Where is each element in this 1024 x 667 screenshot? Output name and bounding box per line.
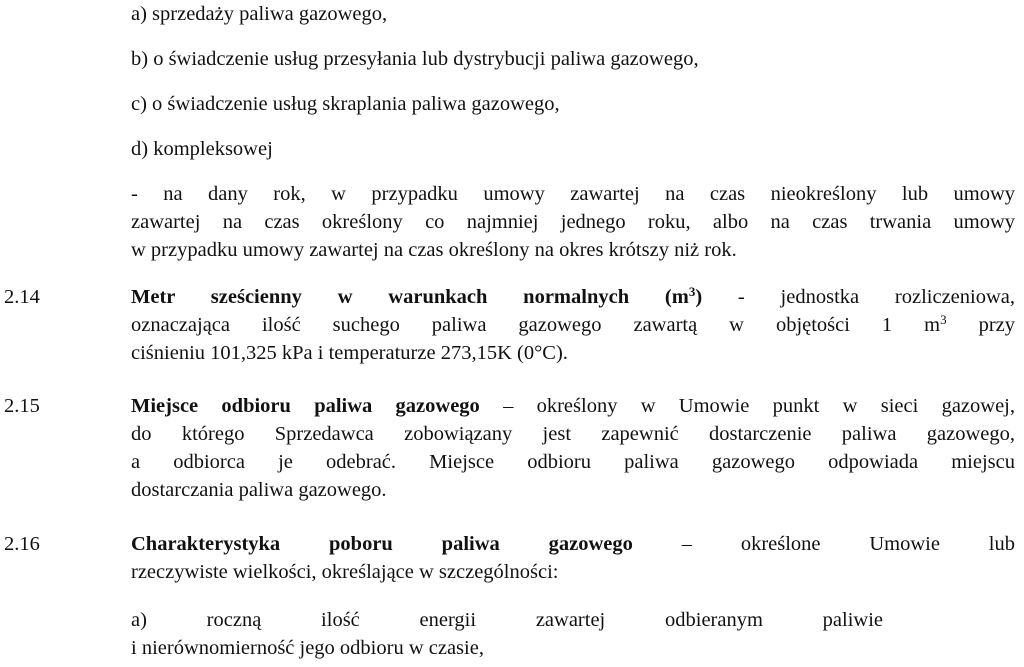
list-item-b: b) o świadczenie usług przesyłania lub dystrybucji paliwa gazowego, [131,48,699,70]
section-number-2-14: 2.14 [4,286,40,308]
definition-2-14-term: Metr sześcienny w warunkach normalnych $(m^3)$ [131,283,703,308]
list-item-c: c) o świadczenie usług skraplania paliwa gazowego, [131,93,560,115]
definition-2-15-line-4: dostarczania paliwa gazowego. [131,479,387,501]
list-item-d: d) kompleksowej [131,138,273,160]
list-item-a: a) sprzedaży paliwa gazowego, [131,3,388,25]
definition-2-16-term: Charakterystyka poboru paliwa gazowego [131,533,633,555]
definition-2-15-term: Miejsce odbioru paliwa gazowego [131,395,480,417]
section-number-2-16: 2.16 [4,533,40,555]
definition-2-16-line-1: Charakterystyka poboru paliwa gazowego – określone Umowie lub [131,533,1015,555]
definition-2-16-sub-a-line-2: i nierównomierność jego odbioru w czasie, [131,637,484,659]
definition-2-15-line-3: a odbiorca je odebrać. Miejsce odbioru paliwa gazowego odpowiada miejscu [131,451,1015,473]
definition-2-15-line-2: do którego Sprzedawca zobowiązany jest zapewnić dostarczenie paliwa gazowego, [131,423,1015,445]
definition-2-16-line-2: rzeczywiste wielkości, określające w szczególności: [131,561,559,583]
definition-2-15-line-1: Miejsce odbioru paliwa gazowego – określony w Umowie punkt w sieci gazowej, [131,395,1015,417]
definition-2-14-line-3: ciśnieniu 101,325 kPa i temperaturze 273,15K (0°C). [131,342,568,364]
section-number-2-15: 2.15 [4,395,40,417]
definition-2-16-sub-a-line-1: a) roczną ilość energii zawartej odbieranym paliwie [131,609,883,631]
period-paragraph-line-3: w przypadku umowy zawartej na czas określony na okres krótszy niż rok. [131,239,737,261]
definition-2-14-line-2: oznaczająca ilość suchego paliwa gazowego zawartą w objętości 1 $m^3$ przy [131,311,1015,336]
period-paragraph-line-1: - na dany rok, w przypadku umowy zawartej na czas nieokreślony lub umowy [131,183,1015,205]
definition-2-14-line-1: Metr sześcienny w warunkach normalnych $(m^3)$ - jednostka rozliczeniowa, [131,283,1015,308]
period-paragraph-line-2: zawartej na czas określony co najmniej jednego roku, albo na czas trwania umowy [131,211,1015,233]
